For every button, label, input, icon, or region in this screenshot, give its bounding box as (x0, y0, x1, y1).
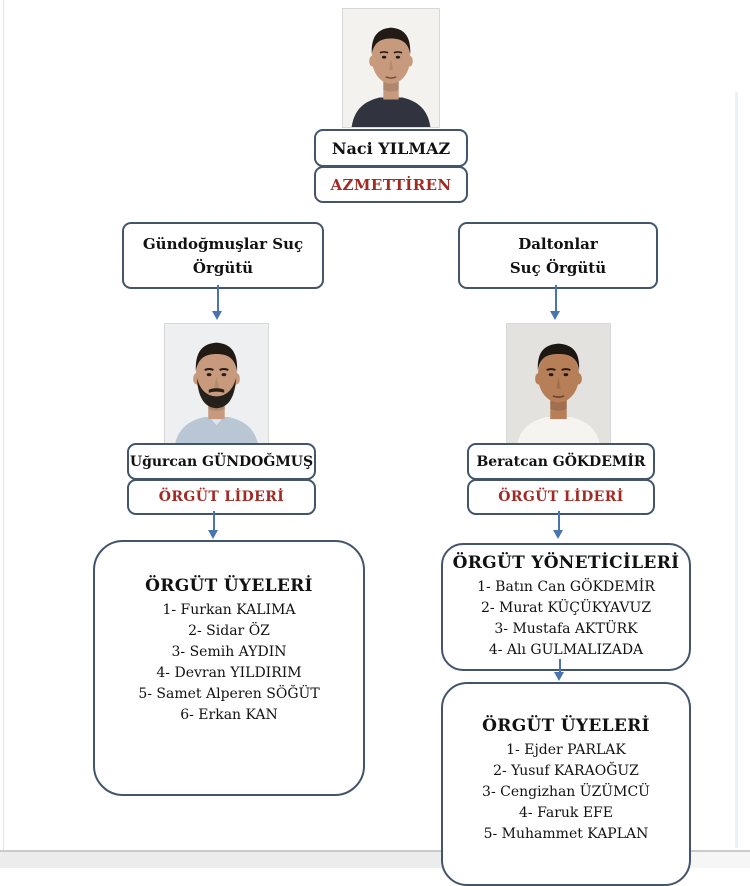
left-members-box (93, 540, 365, 796)
instigator-role-box (314, 166, 468, 203)
connector-left-leader-to-members (213, 511, 215, 530)
male-portrait-icon (507, 324, 610, 448)
left-leader-name: Uğurcan GÜNDOĞMUŞ (129, 453, 314, 470)
left-leader-photo (164, 323, 269, 449)
right-leader-photo (506, 323, 611, 449)
left-leader-role-box (127, 479, 316, 515)
left-members-title: ÖRGÜT ÜYELERİ (145, 576, 313, 596)
arrowhead-down-icon (553, 530, 563, 539)
right-org-name-line2: Suç Örgütü (509, 258, 607, 277)
list-item: 5- Muhammet KAPLAN (483, 826, 649, 842)
right-org-name-line1: Daltonlar (518, 234, 598, 253)
left-leader-role-label: ÖRGÜT LİDERİ (158, 489, 285, 505)
right-leader-name-box (467, 443, 655, 480)
arrowhead-down-icon (554, 672, 564, 681)
right-managers-box (441, 543, 691, 671)
arrowhead-down-icon (212, 311, 222, 320)
list-item: 5- Samet Alperen SÖĞÜT (138, 686, 320, 702)
instigator-name: Naci YILMAZ (331, 138, 451, 158)
left-org-name-line1: Gündoğmuşlar Suç (142, 234, 304, 253)
left-leader-name-box (127, 443, 316, 480)
right-members-box (441, 682, 691, 886)
list-item: 4- Faruk EFE (519, 805, 613, 821)
list-item: 3- Mustafa AKTÜRK (494, 621, 638, 637)
list-item: 1- Ejder PARLAK (506, 742, 626, 758)
connector-right-org-to-leader (555, 285, 557, 311)
list-item: 2- Murat KÜÇÜKYAVUZ (480, 600, 652, 616)
page-bottom-margin-left (0, 852, 470, 868)
list-item: 1- Batın Can GÖKDEMİR (477, 579, 655, 595)
instigator-photo (342, 8, 440, 128)
list-item: 6- Erkan KAN (180, 707, 278, 723)
right-members-title: ÖRGÜT ÜYELERİ (482, 716, 650, 736)
list-item: 3- Semih AYDIN (171, 644, 287, 660)
arrowhead-down-icon (208, 530, 218, 539)
page-left-border (3, 0, 4, 851)
list-item: 4- Devran YILDIRIM (156, 665, 302, 681)
instigator-role-label: AZMETTİREN (330, 175, 452, 194)
male-portrait-icon (343, 9, 439, 127)
left-org-name-line2: Örgütü (192, 258, 254, 277)
right-leader-name: Beratcan GÖKDEMİR (476, 453, 646, 470)
connector-right-managers-to-members (559, 659, 561, 672)
connector-right-leader-to-managers (558, 511, 560, 530)
right-managers-title: ÖRGÜT YÖNETİCİLERİ (452, 553, 680, 573)
male-portrait-beard-icon (165, 324, 268, 448)
right-leader-role-box (467, 479, 655, 515)
connector-left-org-to-leader (217, 285, 219, 311)
right-org-title-box (458, 222, 658, 289)
arrowhead-down-icon (550, 311, 560, 320)
left-org-title-box (122, 222, 324, 289)
list-item: 2- Yusuf KARAOĞUZ (493, 763, 639, 779)
list-item: 3- Cengizhan ÜZÜMCÜ (482, 784, 650, 800)
list-item: 1- Furkan KALIMA (162, 602, 296, 618)
page-right-scroll-edge (735, 92, 738, 848)
instigator-name-box (314, 129, 468, 167)
list-item: 4- Alı GULMALIZADA (488, 642, 644, 658)
list-item: 2- Sidar ÖZ (188, 623, 270, 639)
right-leader-role-label: ÖRGÜT LİDERİ (498, 489, 624, 505)
